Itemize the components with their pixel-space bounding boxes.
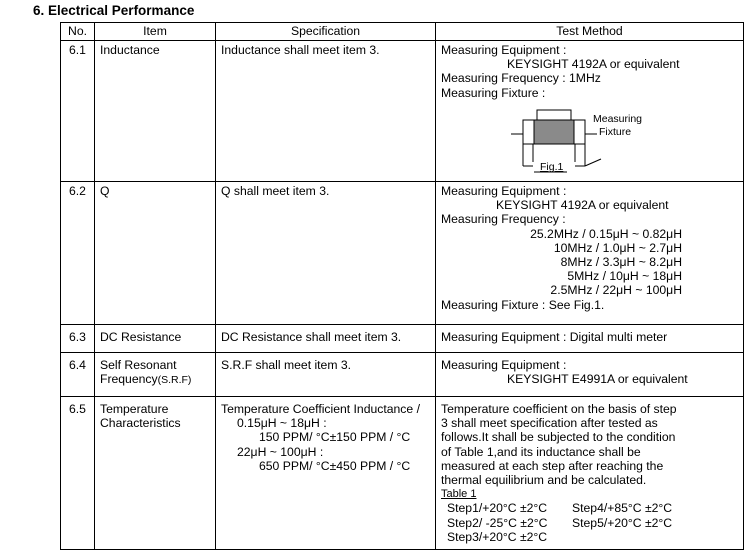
- row-method: Measuring Equipment : Digital multi meter: [436, 325, 744, 353]
- fixture-label: Fixture: [599, 125, 632, 138]
- step-item: Step5/+20°C ±2°C: [572, 515, 673, 530]
- header-spec: Specification: [216, 23, 436, 41]
- frequency-line: 25.2MHz / 0.15μH ~ 0.82μH: [530, 226, 682, 241]
- row-spec: [216, 397, 436, 550]
- method-line: follows.It shall be subjected to the condition: [441, 430, 676, 445]
- row-method: [436, 353, 744, 397]
- frequency-line: 8MHz / 3.3μH ~ 8.2μH: [560, 255, 682, 270]
- section-heading: 6. Electrical Performance: [33, 3, 195, 18]
- step-item: Step4/+85°C ±2°C: [572, 501, 673, 516]
- table-row: [61, 325, 744, 353]
- spec-line: 650 PPM/ °C±450 PPM / °C: [259, 458, 411, 473]
- header-no: No.: [61, 23, 95, 41]
- item-line: Frequency(S.R.F): [100, 372, 192, 387]
- row-method: [436, 182, 744, 325]
- row-item: DC Resistance: [95, 325, 216, 353]
- table-row: [61, 353, 744, 397]
- table-row: [61, 41, 744, 182]
- method-line: 3 shall meet specification after tested as: [441, 416, 658, 431]
- table-row: [61, 397, 744, 550]
- spec-line: 0.15μH ~ 18μH :: [237, 416, 327, 431]
- method-line: Measuring Fixture :: [441, 85, 546, 100]
- method-line: Measuring Frequency :: [441, 212, 566, 227]
- row-spec: Inductance shall meet item 3.: [216, 41, 436, 182]
- table-label: Table 1: [441, 488, 477, 501]
- fixture-diagram: [441, 104, 741, 178]
- fixture-label: Measuring: [593, 112, 643, 125]
- row-item: [95, 397, 216, 550]
- measuring-fixture-figure: [441, 104, 738, 178]
- row-method: [436, 397, 744, 550]
- method-line: KEYSIGHT 4192A or equivalent: [496, 198, 669, 213]
- step-item: Step1/+20°C ±2°C: [447, 501, 548, 516]
- row-no: 6.3: [61, 325, 95, 353]
- method-line: Measuring Equipment :: [441, 184, 567, 198]
- spec-line: 22μH ~ 100μH :: [237, 444, 324, 459]
- frequency-line: 5MHz / 10μH ~ 18μH: [567, 269, 682, 284]
- item-line: Self Resonant: [100, 358, 177, 372]
- table-row: [61, 182, 744, 325]
- method-line: KEYSIGHT 4192A or equivalent: [507, 57, 680, 72]
- step-item: Step3/+20°C ±2°C: [447, 529, 548, 544]
- row-spec: Q shall meet item 3.: [216, 182, 436, 325]
- header-item: Item: [95, 23, 216, 41]
- frequency-line: 2.5MHz / 22μH ~ 100μH: [550, 283, 682, 298]
- row-no: 6.4: [61, 353, 95, 397]
- spec-line: 150 PPM/ °C±150 PPM / °C: [259, 430, 411, 445]
- row-spec: S.R.F shall meet item 3.: [216, 353, 436, 397]
- row-item: Inductance: [95, 41, 216, 182]
- item-line: Temperature: [100, 402, 169, 416]
- method-line: Measuring Equipment :: [441, 358, 567, 372]
- step-list: [441, 501, 738, 544]
- figure-caption: Fig.1: [540, 160, 564, 173]
- item-line: Characteristics: [100, 416, 181, 431]
- row-no: 6.5: [61, 397, 95, 550]
- method-line: Measuring Equipment :: [441, 43, 567, 57]
- row-method: [436, 41, 744, 182]
- electrical-performance-table: [60, 22, 744, 550]
- step-item: Step2/ -25°C ±2°C: [447, 515, 548, 530]
- header-row: [61, 23, 744, 41]
- row-no: 6.1: [61, 41, 95, 182]
- row-item: [95, 353, 216, 397]
- method-line: measured at each step after reaching the: [441, 458, 664, 473]
- method-line: Measuring Fixture : See Fig.1.: [441, 297, 605, 312]
- method-line: Temperature coefficient on the basis of step: [441, 402, 677, 416]
- row-item: Q: [95, 182, 216, 325]
- method-line: of Table 1,and its inductance shall be: [441, 444, 641, 459]
- frequency-line: 10MHz / 1.0μH ~ 2.7μH: [553, 240, 682, 255]
- row-spec: DC Resistance shall meet item 3.: [216, 325, 436, 353]
- method-line: Measuring Frequency : 1MHz: [441, 71, 601, 86]
- method-line: thermal equilibrium and be calculated.: [441, 473, 647, 488]
- header-method: Test Method: [436, 23, 744, 41]
- spec-line: Temperature Coefficient Inductance /: [221, 402, 420, 416]
- row-no: 6.2: [61, 182, 95, 325]
- method-line: KEYSIGHT E4991A or equivalent: [507, 372, 688, 387]
